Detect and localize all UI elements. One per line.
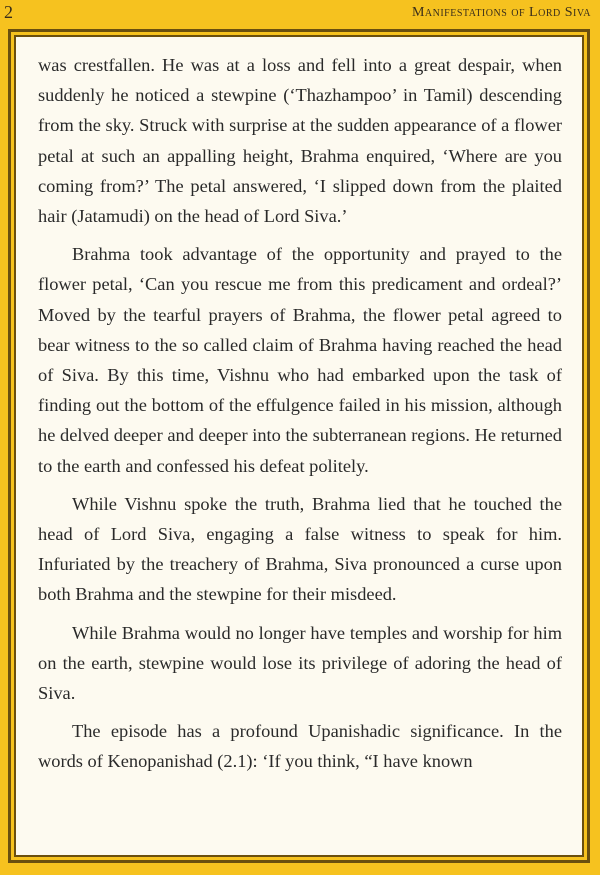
body-text	[38, 50, 562, 840]
paragraph-1: was crestfallen. He was at a loss and fell into a great despair, when suddenly he noticed a stewpine (‘Thazhampoo’ in Tamil) descending from the sky. Struck with surprise at the sudden appearance of a flower petal at such an appalling height, Brahma enquired, ‘Where are you coming from?’ The petal answered, ‘I slipped down from the plaited hair (Jatamudi) on the head of Lord Siva.’	[38, 55, 562, 227]
paragraph-3: While Vishnu spoke the truth, Brahma lied that he touched the head of Lord Siva, engaging a false witness to speak for him. Infuriated by the treachery of Brahma, Siva pronounced a curse upon both Brahma and the stewpine for their misdeed.	[38, 493, 562, 605]
paragraph-2: Brahma took advantage of the opportunity and prayed to the flower petal, ‘Can you rescue me from this predicament and ordeal?’ Moved by the tearful prayers of Brahma, the flower petal agreed to bear witness to the so called claim of Brahma having reached the head of Siva. By this time, Vishnu who had embarked upon the task of finding out the bottom of the effulgence failed in his mission, although he delved deeper and deeper into the subterranean regions. He returned to the earth and confessed his defeat politely.	[38, 244, 562, 476]
running-head	[0, 0, 600, 26]
page-number: 2	[4, 2, 13, 22]
paragraph-4: While Brahma would no longer have temples and worship for him on the earth, stewpine would lose its privilege of adoring the head of Siva.	[38, 622, 562, 704]
running-title: Manifestations of Lord Siva	[411, 5, 591, 20]
paragraph-5: The episode has a profound Upanishadic significance. In the words of Kenopanishad (2.1): ‘If you think, “I have known	[38, 721, 562, 772]
